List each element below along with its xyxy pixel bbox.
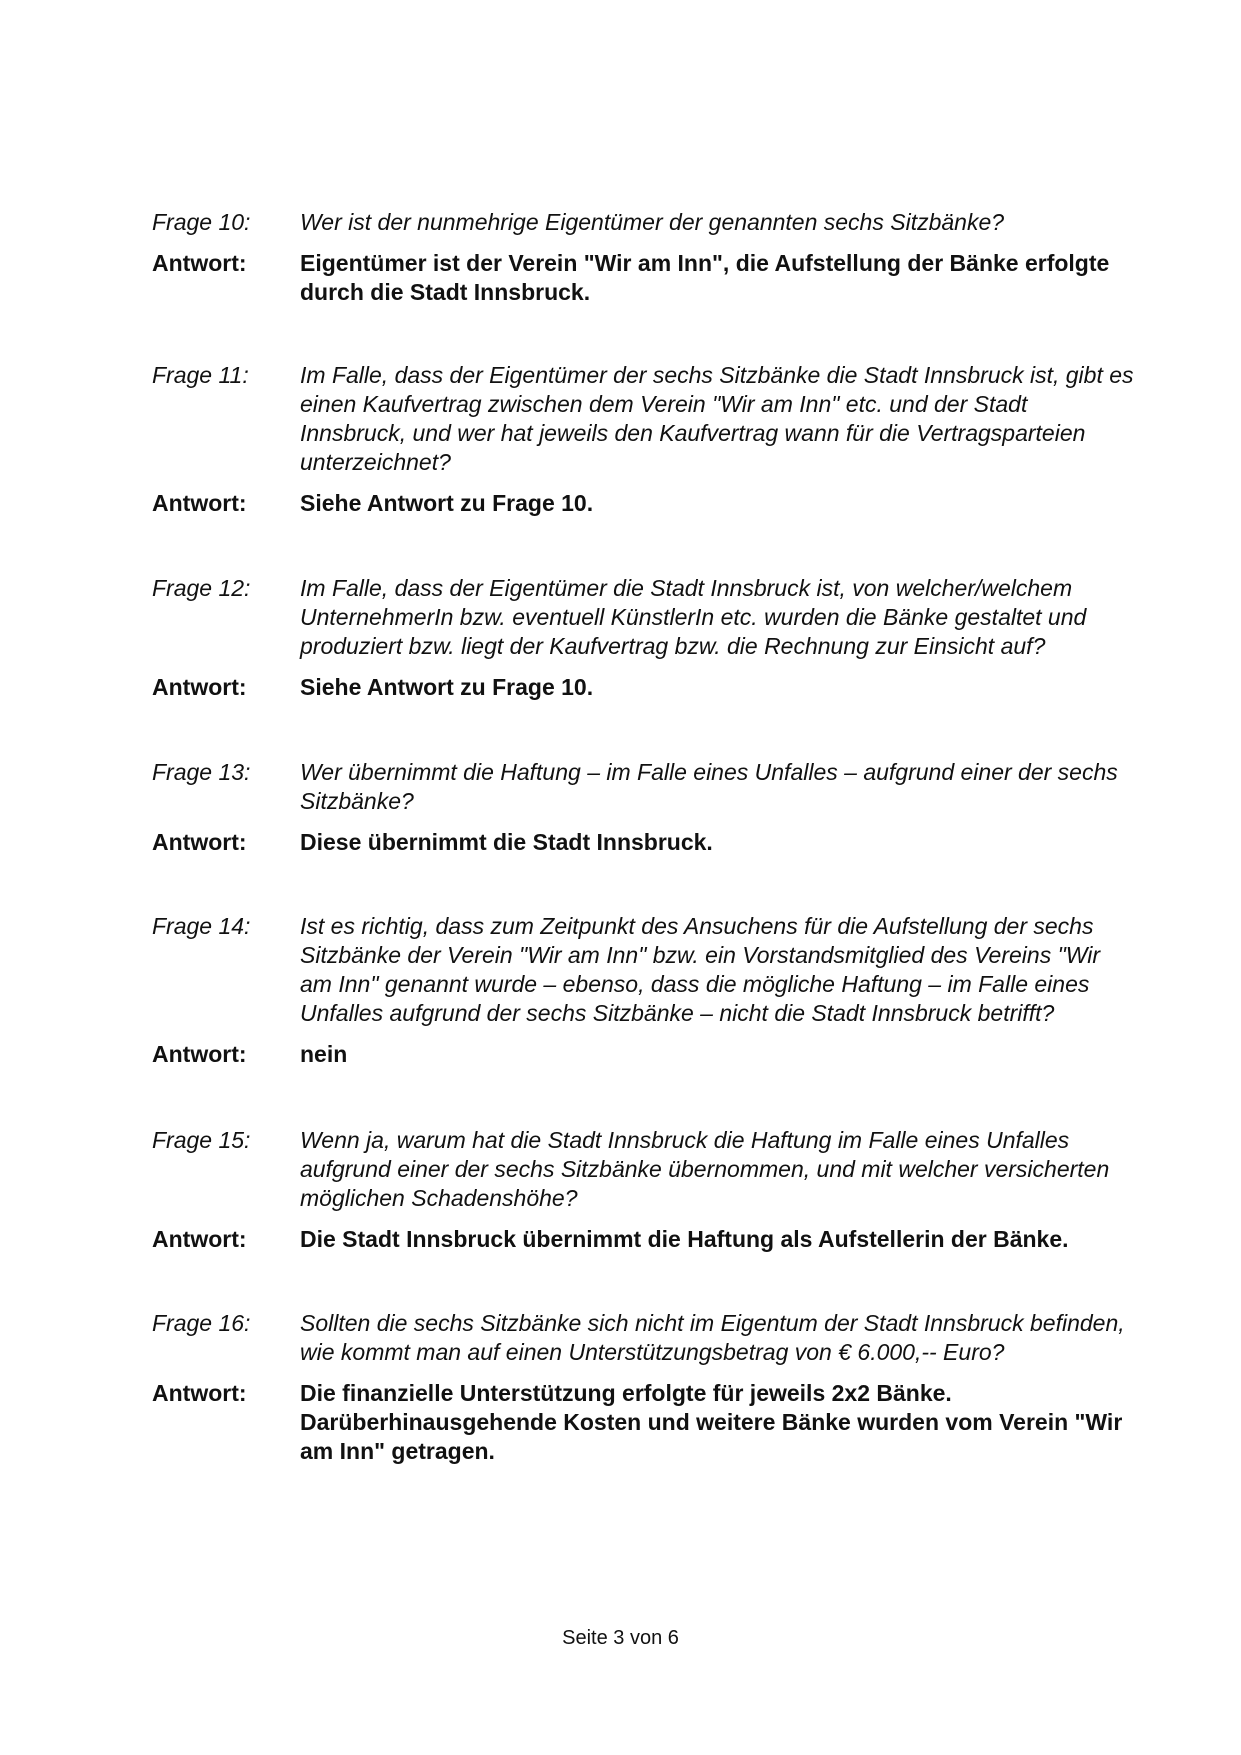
qa-block-10 [152,208,1137,307]
qa-block-12 [152,574,1137,702]
answer-label: Antwort: [152,1226,247,1252]
question-text: Ist es richtig, dass zum Zeitpunkt des Ansuchens für die Aufstellung der sechs Sitzbänke der Verein "Wir am Inn" bzw. ein Vorstandsmitglied des Vereins "Wir am Inn" genannt wurde – ebenso, dass die mögliche Haftung – im Falle eines Unfalles aufgrund der sechs Sitzbänke – nicht die Stadt Innsbruck betrifft? [300,913,1101,1026]
qa-block-15 [152,1126,1137,1254]
question-row [152,208,1137,237]
page-number: Seite 3 von 6 [562,1627,679,1649]
answer-text: Siehe Antwort zu Frage 10. [300,490,594,516]
question-row [152,574,1137,661]
question-text: Im Falle, dass der Eigentümer die Stadt Innsbruck ist, von welcher/welchem UnternehmerIn bzw. eventuell KünstlerIn etc. wurden die Bänke gestaltet und produziert bzw. liegt der Kaufvertrag bzw. die Rechnung zur Einsicht auf? [300,575,1087,659]
question-row [152,1309,1137,1367]
answer-row [152,1379,1137,1466]
qa-block-16 [152,1309,1137,1466]
answer-text: Siehe Antwort zu Frage 10. [300,674,594,700]
answer-label: Antwort: [152,490,247,516]
question-label: Frage 15: [152,1127,251,1153]
question-label: Frage 11: [152,362,249,388]
question-text: Wer ist der nunmehrige Eigentümer der genannten sechs Sitzbänke? [300,209,1005,235]
question-label: Frage 14: [152,913,251,939]
question-label: Frage 13: [152,759,251,785]
answer-row [152,249,1137,307]
question-row [152,361,1137,477]
answer-label: Antwort: [152,829,247,855]
question-text: Wenn ja, warum hat die Stadt Innsbruck die Haftung im Falle eines Unfalles aufgrund einer der sechs Sitzbänke übernommen, und mit welcher versicherten möglichen Schadenshöhe? [300,1127,1110,1211]
question-label: Frage 12: [152,575,251,601]
answer-label: Antwort: [152,1041,247,1067]
question-text: Sollten die sechs Sitzbänke sich nicht im Eigentum der Stadt Innsbruck befinden, wie kommt man auf einen Unterstützungsbetrag von € 6.000,-- Euro? [300,1310,1125,1365]
question-text: Im Falle, dass der Eigentümer der sechs Sitzbänke die Stadt Innsbruck ist, gibt es einen Kaufvertrag zwischen dem Verein "Wir am Inn" etc. und der Stadt Innsbruck, und wer hat jeweils den Kaufvertrag wann für die Vertragsparteien unterzeichnet? [300,362,1134,475]
qa-block-11 [152,361,1137,518]
question-row [152,912,1137,1028]
answer-text: Die finanzielle Unterstützung erfolgte für jeweils 2x2 Bänke. Darüberhinausgehende Kosten und weitere Bänke wurden vom Verein "Wir am Inn" getragen. [300,1380,1123,1464]
question-row [152,758,1137,816]
answer-label: Antwort: [152,674,247,700]
question-label: Frage 16: [152,1310,251,1336]
qa-block-13 [152,758,1137,857]
answer-row [152,1225,1137,1254]
answer-text: Eigentümer ist der Verein "Wir am Inn", die Aufstellung der Bänke erfolgte durch die Stadt Innsbruck. [300,250,1110,305]
answer-row [152,1040,1137,1069]
answer-row [152,828,1137,857]
answer-row [152,673,1137,702]
question-text: Wer übernimmt die Haftung – im Falle eines Unfalles – aufgrund einer der sechs Sitzbänke? [300,759,1118,814]
answer-row [152,489,1137,518]
answer-label: Antwort: [152,1380,247,1406]
question-row [152,1126,1137,1213]
qa-block-14 [152,912,1137,1069]
question-label: Frage 10: [152,209,251,235]
answer-text: Die Stadt Innsbruck übernimmt die Haftung als Aufstellerin der Bänke. [300,1226,1069,1252]
answer-text: Diese übernimmt die Stadt Innsbruck. [300,829,713,855]
answer-label: Antwort: [152,250,247,276]
answer-text: nein [300,1041,348,1067]
